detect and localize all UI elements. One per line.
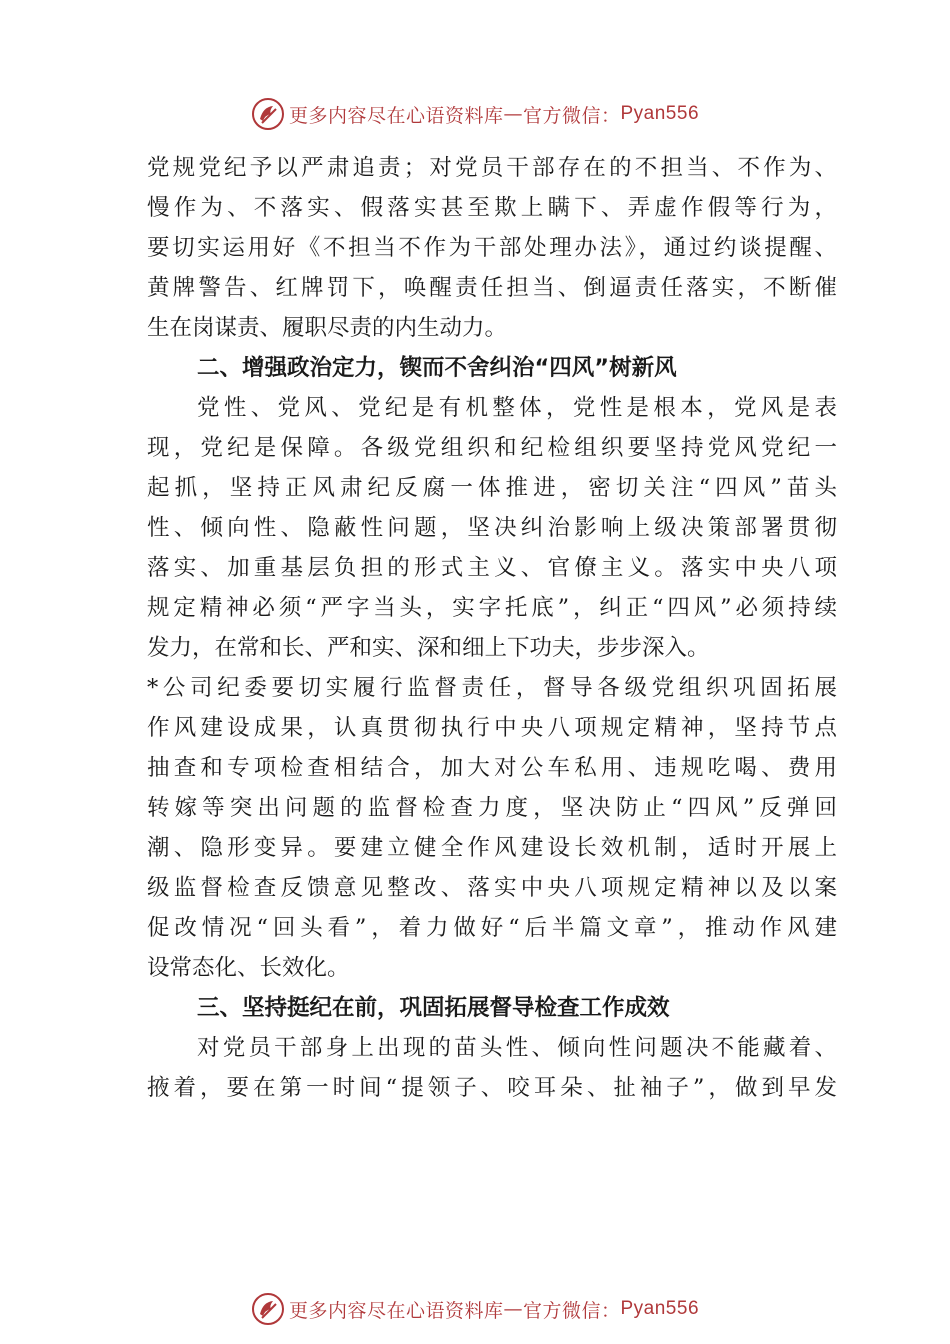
footer-watermark-banner: [0, 1291, 950, 1327]
banner-official-label: 官方微信：: [522, 1299, 621, 1322]
paragraph-line: 性、倾向性、隐蔽性问题，坚决纠治影响上级决策部署贯彻: [147, 515, 837, 541]
banner-handle: Pyan556: [620, 103, 700, 124]
document-body: [147, 148, 837, 1108]
paragraph-line: 落实、加重基层负担的形式主义、官僚主义。落实中央八项: [147, 555, 837, 581]
banner-dash: —: [503, 1298, 523, 1320]
paragraph-line: 党规党纪予以严肃追责；对党员干部存在的不担当、不作为、: [147, 155, 837, 181]
paragraph-line: 掖着，要在第一时间“提领子、咬耳朵、扯袖子”，做到早发: [147, 1075, 837, 1101]
paragraph-line: 作风建设成果，认真贯彻执行中央八项规定精神，坚持节点: [147, 715, 837, 741]
paragraph-line: 潮、隐形变异。要建立健全作风建设长效机制，适时开展上: [147, 835, 837, 861]
paragraph-line: 起抓，坚持正风肃纪反腐一体推进，密切关注“四风”苗头: [147, 475, 837, 501]
paragraph-line: 党性、党风、党纪是有机整体，党性是根本，党风是表: [197, 395, 837, 421]
brand-logo-icon: [251, 97, 285, 131]
paragraph-line: 促改情况“回头看”，着力做好“后半篇文章”，推动作风建: [147, 915, 837, 941]
paragraph-line: 设常态化、长效化。: [147, 955, 350, 981]
paragraph-line: 抽查和专项检查相结合，加大对公车私用、违规吃喝、费用: [147, 755, 837, 781]
banner-brand-text: 更多内容尽在心语资料库: [288, 104, 504, 127]
paragraph-line: 发力，在常和长、严和实、深和细上下功夫，步步深入。: [147, 635, 710, 661]
paragraph-line: *公司纪委要切实履行监督责任，督导各级党组织巩固拓展: [147, 675, 837, 701]
header-watermark-banner: [0, 96, 950, 132]
paragraph-line: 转嫁等突出问题的监督检查力度，坚决防止“四风”反弹回: [147, 795, 837, 821]
brand-logo-icon: [251, 1292, 285, 1326]
section-heading-3: 三、坚持挺纪在前，巩固拓展督导检查工作成效: [197, 995, 670, 1021]
banner-official-label: 官方微信：: [522, 104, 621, 127]
paragraph-line: 慢作为、不落实、假落实甚至欺上瞒下、弄虚作假等行为，: [147, 195, 837, 221]
paragraph-line: 现，党纪是保障。各级党组织和纪检组织要坚持党风党纪一: [147, 435, 837, 461]
banner-handle: Pyan556: [620, 1298, 700, 1319]
paragraph-line: 级监督检查反馈意见整改、落实中央八项规定精神以及以案: [147, 875, 837, 901]
paragraph-line: 生在岗谋责、履职尽责的内生动力。: [147, 315, 508, 341]
banner-brand-text: 更多内容尽在心语资料库: [288, 1299, 504, 1322]
paragraph-line: 规定精神必须“严字当头，实字托底”，纠正“四风”必须持续: [147, 595, 837, 621]
paragraph-line: 对党员干部身上出现的苗头性、倾向性问题决不能藏着、: [197, 1035, 837, 1061]
section-heading-2: 二、增强政治定力，锲而不舍纠治“四风”树新风: [197, 355, 677, 381]
paragraph-line: 要切实运用好《不担当不作为干部处理办法》，通过约谈提醒、: [147, 235, 837, 261]
banner-dash: —: [503, 103, 523, 125]
paragraph-line: 黄牌警告、红牌罚下，唤醒责任担当、倒逼责任落实，不断催: [147, 275, 837, 301]
